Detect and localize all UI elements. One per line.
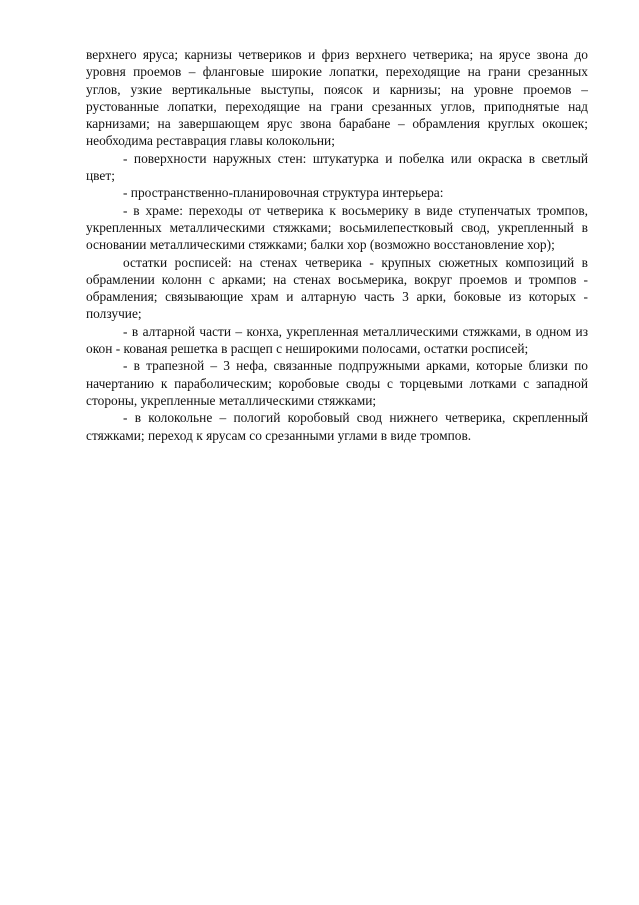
paragraph-belfry-facade-details: верхнего яруса; карнизы четвериков и фриз верхнего четверика; на ярусе звона до уровня проемов – фланговые широкие лопатки, переходящие на грани срезанных углов, узкие вертикальные выступы, поясок и карнизы; на уровне проемов – рустованные лопатки, переходящие на грани срезанных углов, приподнятые над карнизами; на завершающем ярус звона барабане – обрамления круглых окошек; необходима реставрация главы колокольни; <box>86 47 588 149</box>
paragraph-refectory: - в трапезной – 3 нефа, связанные подпружными арками, которые близки по начертанию к параболическим; коробовые своды с торцевыми лотками с западной стороны, укрепленные металлическими стяжками; <box>86 358 588 408</box>
paragraph-painting-remains: остатки росписей: на стенах четверика - крупных сюжетных композиций в обрамлении колонн с арками; на стенах восьмерика, вокруг проемов и тромпов - обрамления; связывающие храм и алтарную часть 3 арки, боковые из которых - ползучие; <box>86 254 588 322</box>
paragraph-belfry-interior: - в колокольне – пологий коробовый свод нижнего четверика, скрепленный стяжками; переход к ярусам со срезанными углами в виде тромпов. <box>86 410 588 443</box>
paragraph-altar-part: - в алтарной части – конха, укрепленная металлическими стяжками, в одном из окон - кованая решетка в расщеп с неширокими полосами, остатки росписей; <box>86 323 588 357</box>
document-page <box>86 46 588 444</box>
paragraph-exterior-wall-surfaces: - поверхности наружных стен: штукатурка и побелка или окраска в светлый цвет; <box>86 150 588 184</box>
paragraph-temple-interior: - в храме: переходы от четверика к восьмерику в виде ступенчатых тромпов, укрепленных металлическими стяжками; восьмилепестковый свод, укрепленный в основании металлическими стяжками; балки хор (возможно восстановление хор); <box>86 202 588 253</box>
paragraph-interior-structure-heading: - пространственно-планировочная структура интерьера: <box>123 185 444 201</box>
